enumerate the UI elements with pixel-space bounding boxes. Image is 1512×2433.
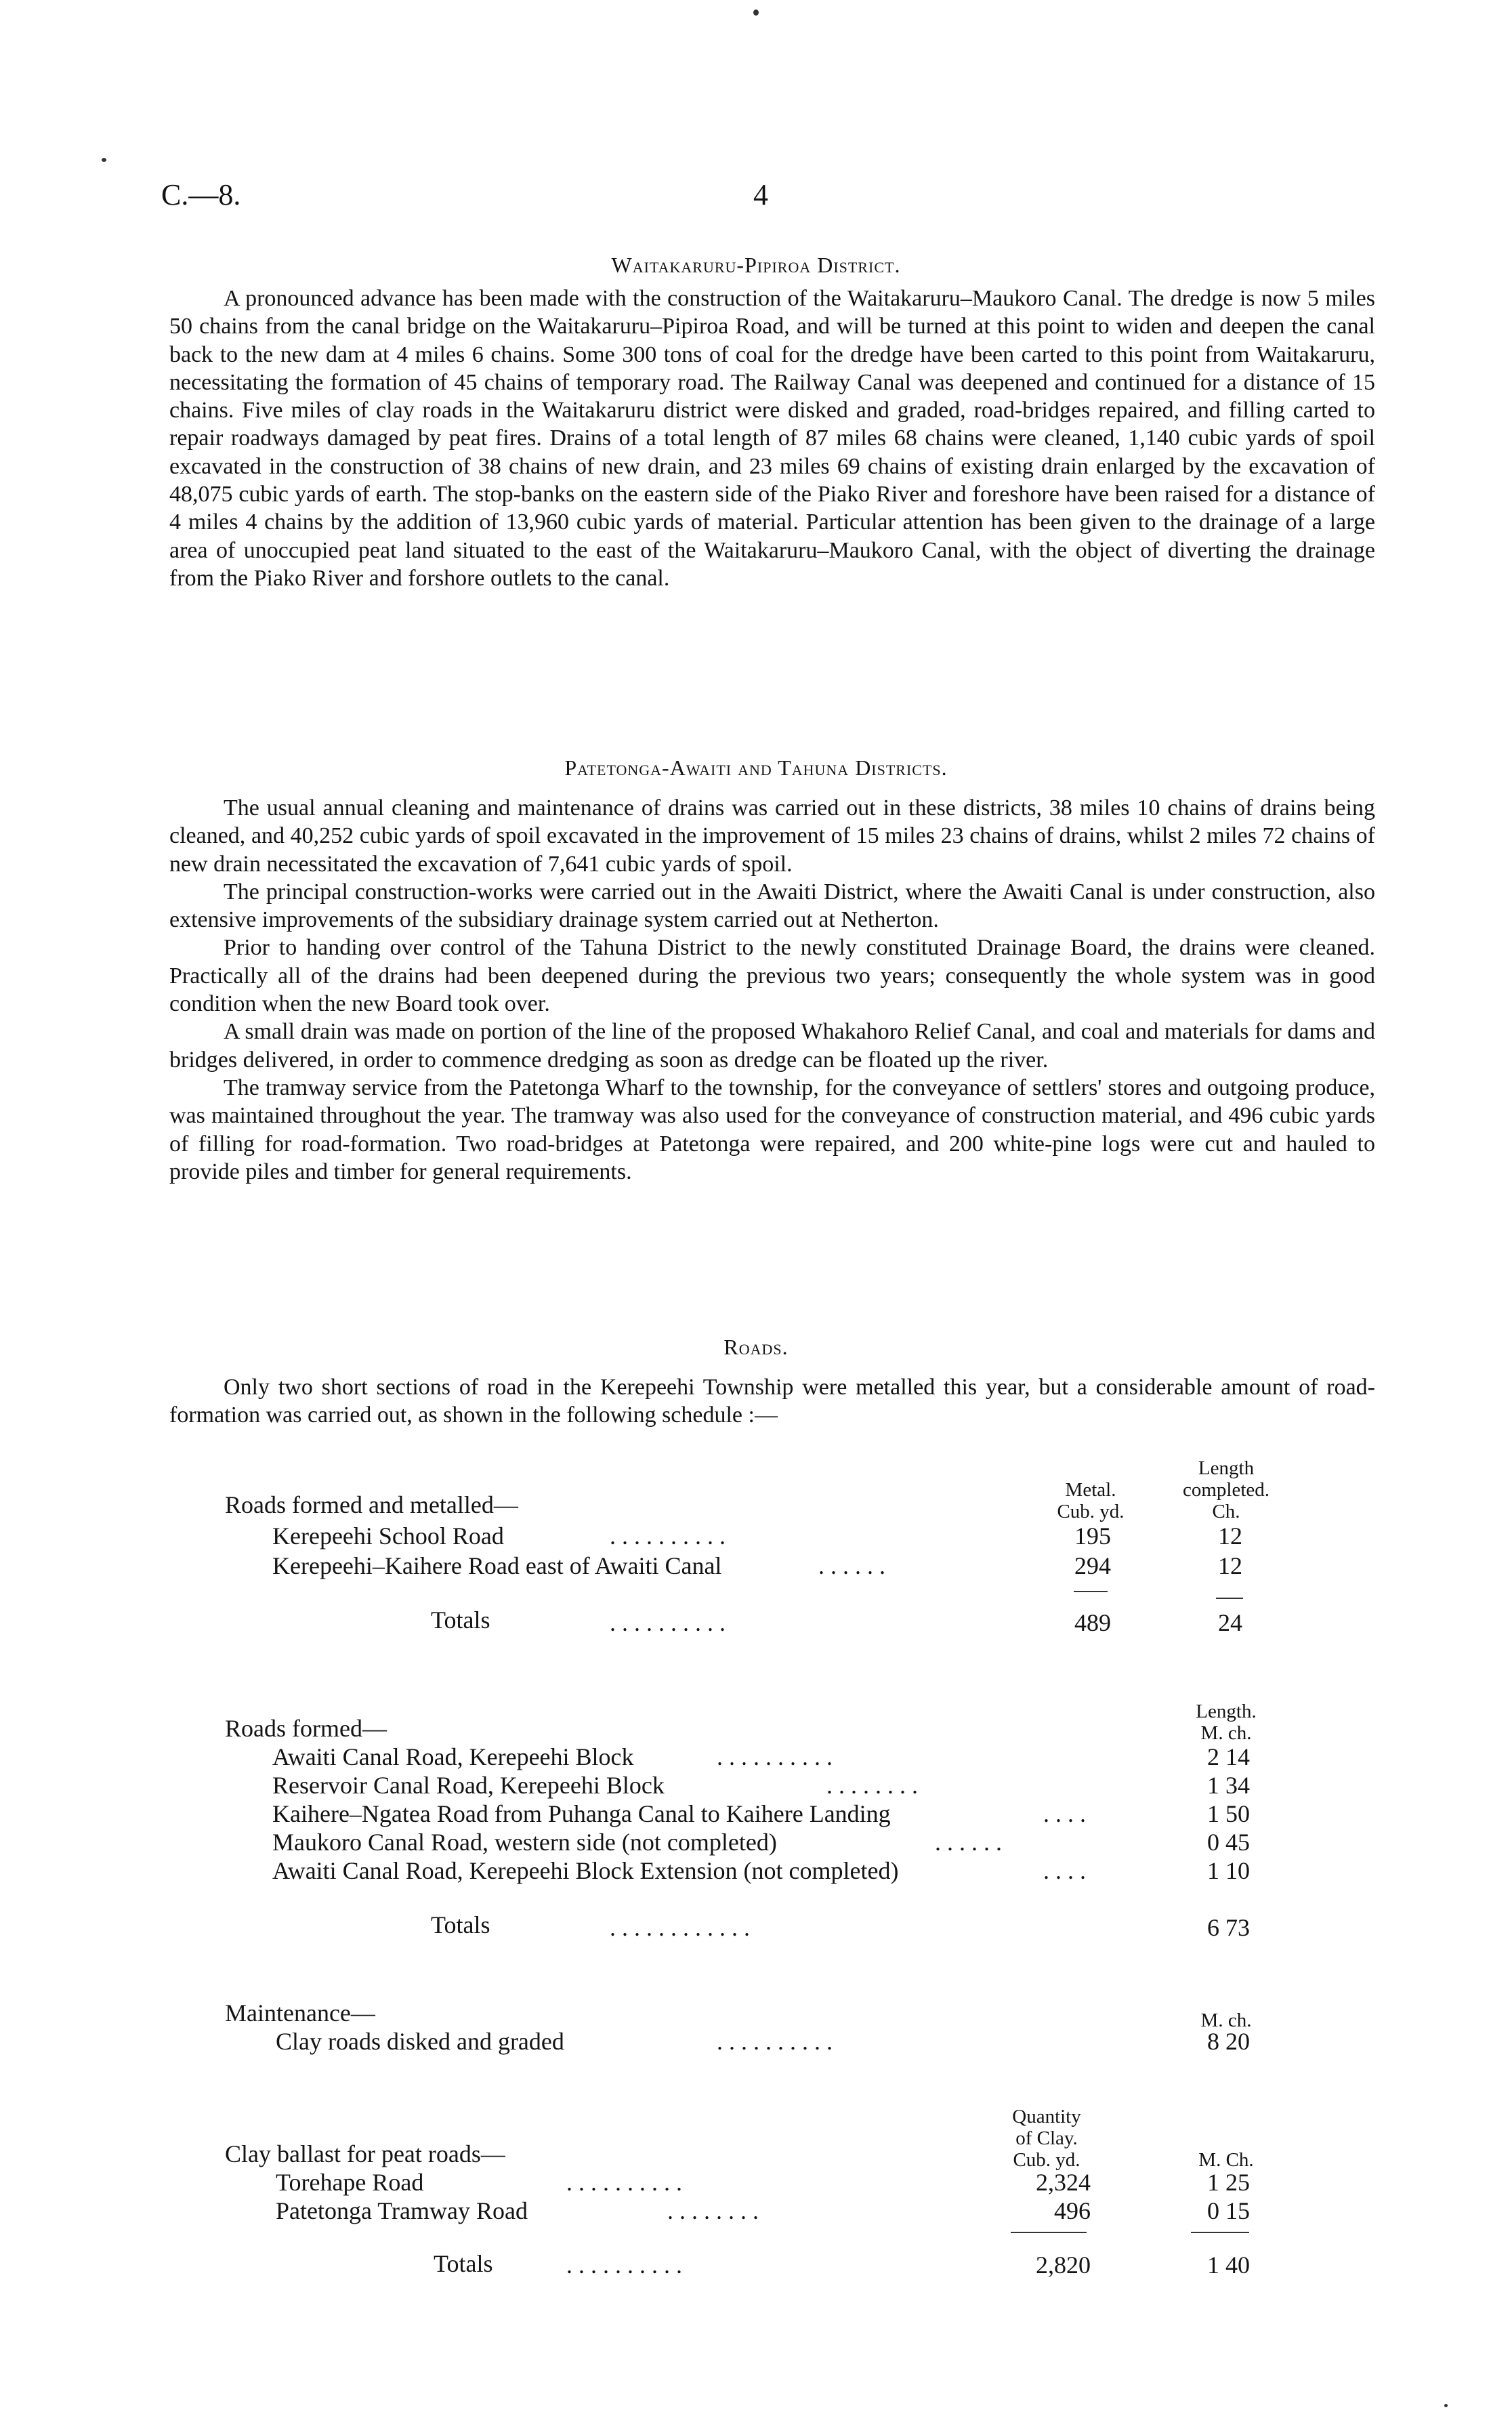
col-header-unit: M. Ch. [1198,2149,1254,2171]
col-header-length: Length [1198,1457,1255,1479]
total-length: 6 73 [1207,1914,1250,1941]
paragraph: A pronounced advance has been made with the construction of the Waitakaruru–Maukoro Canal. The dredge is now 5 miles 50 chains from the canal bridge on the Waitakaruru–Pipiroa Road, and will be turned at this point to widen and deepen the canal back to the new dam at 4 miles 6 chains. Some 300 tons of coal for the dredge have been carted to this point from Waitakaruru, necessitating the formation of 45 chains of temporary road. The Railway Canal was deepened and continued for a distance of 15 chains. Five miles of clay roads in the Waitakaruru district were disked and graded, road-bridges repaired, and filling carted to repair roadways damaged by peat fires. Drains of a total length of 87 miles 68 chains were cleaned, 1,140 cubic yards of spoil excavated in the construction of 38 chains of new drain, and 23 miles 69 chains of existing drain enlarged by the excavation of 48,075 cubic yards of earth. The stop-banks on the eastern side of the Piako River and foreshore have been raised for a distance of 4 miles 4 chains by the addition of 13,960 cubic yards of material. Particular attention has been given to the drainage of a large area of unoccupied peat land situated to the east of the Waitakaruru–Maukoro Canal, with the object of diverting the drainage from the Piako River and forshore outlets to the canal. [169,286,1375,591]
total-metal: 489 [1074,1609,1111,1636]
cell-length: 2 14 [1207,1743,1250,1770]
cell-qty: 2,324 [1036,2169,1091,2196]
section-heading-waitakaruru: Waitakaruru-Pipiroa District. [611,253,901,277]
paragraph: The tramway service from the Patetonga Wharf to the township, for the conveyance of settlers' stores and outgoing produce, was maintained throughout the year. The tramway was also used for the conveyance of construction material, and 496 cubic yards of filling for road-formation. Two road-bridges at Patetonga were repaired, and 200 white-pine logs were cut and hauled to provide piles and timber for general requirements. [169,1075,1375,1184]
row-label: Kerepeehi–Kaihere Road east of Awaiti Canal [272,1552,722,1579]
row-label: Kerepeehi School Road [272,1522,504,1550]
cell-length: 1 25 [1207,2169,1250,2196]
cell-length: 1 10 [1207,1857,1250,1884]
col-header-qty-2: of Clay. [1015,2127,1078,2149]
row-label: Kaihere–Ngatea Road from Puhanga Canal to Kaihere Landing [272,1800,891,1827]
table-title: Roads formed— [225,1715,387,1742]
row-label: Reservoir Canal Road, Kerepeehi Block [272,1772,665,1799]
row-label: Patetonga Tramway Road [276,2197,528,2224]
col-header-metal: Metal. [1065,1479,1116,1501]
totals-label: Totals [431,1911,490,1938]
section-heading-patetonga: Patetonga-Awaiti and Tahuna Districts. [564,755,948,780]
cell-length: 1 34 [1207,1772,1250,1799]
paragraph: Only two short sections of road in the Kerepeehi Township were metalled this year, but a considerable amount of road-formation was carried out, as shown in the following schedule :— [169,1375,1375,1428]
section-body-patetonga [169,794,1375,1186]
scan-speck [1444,2404,1448,2407]
leader-dots: . . . . . . [935,1829,1002,1856]
leader-dots: . . . . [1043,1800,1086,1827]
cell-qty: 496 [1054,2197,1091,2224]
cell-metal: 294 [1074,1552,1111,1579]
paragraph: Prior to handing over control of the Tahuna District to the newly constituted Drainage Board, the drains were cleaned. Practically all of the drains had been deepened during the previous two years; consequently the whole system was in good condition when the new Board took over. [169,935,1375,1017]
document-code: C.—8. [161,178,241,211]
leader-dots: . . . . . . . . . . . . [610,1914,750,1941]
row-label: Maukoro Canal Road, western side (not completed) [272,1829,777,1856]
paragraph: A small drain was made on portion of the line of the proposed Whakahoro Relief Canal, and coal and materials for dams and bridges delivered, in order to commence dredging as soon as dredge can be floated up the river. [169,1019,1375,1073]
cell-metal: 195 [1074,1522,1111,1550]
col-header-length-2: completed. [1182,1479,1270,1501]
row-label: Awaiti Canal Road, Kerepeehi Block Extension (not completed) [272,1857,899,1884]
leader-dots: . . . . . . . . . . [566,2169,682,2196]
table-title: Clay ballast for peat roads— [225,2140,505,2167]
paragraph: The principal construction-works were carried out in the Awaiti District, where the Awaiti Canal is under construction, also extensive improvements of the subsidiary drainage system carried out at Netherton. [169,879,1375,933]
leader-dots: . . . . . . . . . . [610,1609,726,1636]
total-qty: 2,820 [1036,2251,1091,2279]
total-length: 1 40 [1207,2251,1250,2279]
leader-dots: . . . . [1043,1857,1086,1884]
cell-length: 12 [1218,1552,1242,1579]
row-label: Awaiti Canal Road, Kerepeehi Block [272,1743,634,1770]
col-header-metal-unit: Cub. yd. [1057,1501,1125,1522]
table-title: Maintenance— [225,1999,375,2026]
scan-speck [753,9,759,16]
cell-length: 0 15 [1207,2197,1250,2224]
sum-rule [1216,1598,1243,1599]
col-header-length-unit: Ch. [1212,1501,1240,1522]
section-body-roads [169,1373,1375,1430]
paragraph: The usual annual cleaning and maintenance of drains was carried out in these districts, 38 miles 10 chains of drains being cleaned, and 40,252 cubic yards of spoil excavated in the improvement of 15 miles 23 chains of drains, whilst 2 miles 72 chains of new drain necessitated the excavation of 7,641 cubic yards of spoil. [169,795,1375,877]
col-header-unit: M. ch. [1200,2010,1252,2031]
row-label: Torehape Road [276,2169,424,2196]
scan-speck [102,158,106,162]
col-header-qty: Quantity [1012,2106,1081,2127]
col-header-qty-unit: Cub. yd. [1013,2149,1080,2171]
leader-dots: . . . . . . . . . . [610,1522,726,1550]
cell-length: 12 [1218,1522,1242,1550]
table-title: Roads formed and metalled— [225,1491,518,1518]
sum-rule [1191,2232,1249,2233]
leader-dots: . . . . . . . . [667,2197,759,2224]
page-number: 4 [753,178,768,211]
leader-dots: . . . . . . . . . . [566,2251,682,2279]
section-heading-roads: Roads. [723,1335,789,1359]
section-body-waitakaruru [169,285,1375,592]
leader-dots: . . . . . . . . . . [717,1743,833,1770]
totals-label: Totals [431,1606,490,1634]
cell-length: 1 50 [1207,1800,1250,1827]
leader-dots: . . . . . . . . . . [717,2028,833,2055]
row-label: Clay roads disked and graded [276,2028,564,2055]
totals-label: Totals [434,2250,493,2277]
cell-length: 8 20 [1207,2028,1250,2055]
leader-dots: . . . . . . [818,1552,885,1579]
col-header-unit: M. ch. [1200,1722,1252,1744]
col-header-length: Length. [1196,1701,1257,1722]
sum-rule [1011,2232,1087,2233]
total-length: 24 [1218,1609,1242,1636]
sum-rule [1074,1591,1108,1592]
leader-dots: . . . . . . . . [826,1772,918,1799]
cell-length: 0 45 [1207,1829,1250,1856]
